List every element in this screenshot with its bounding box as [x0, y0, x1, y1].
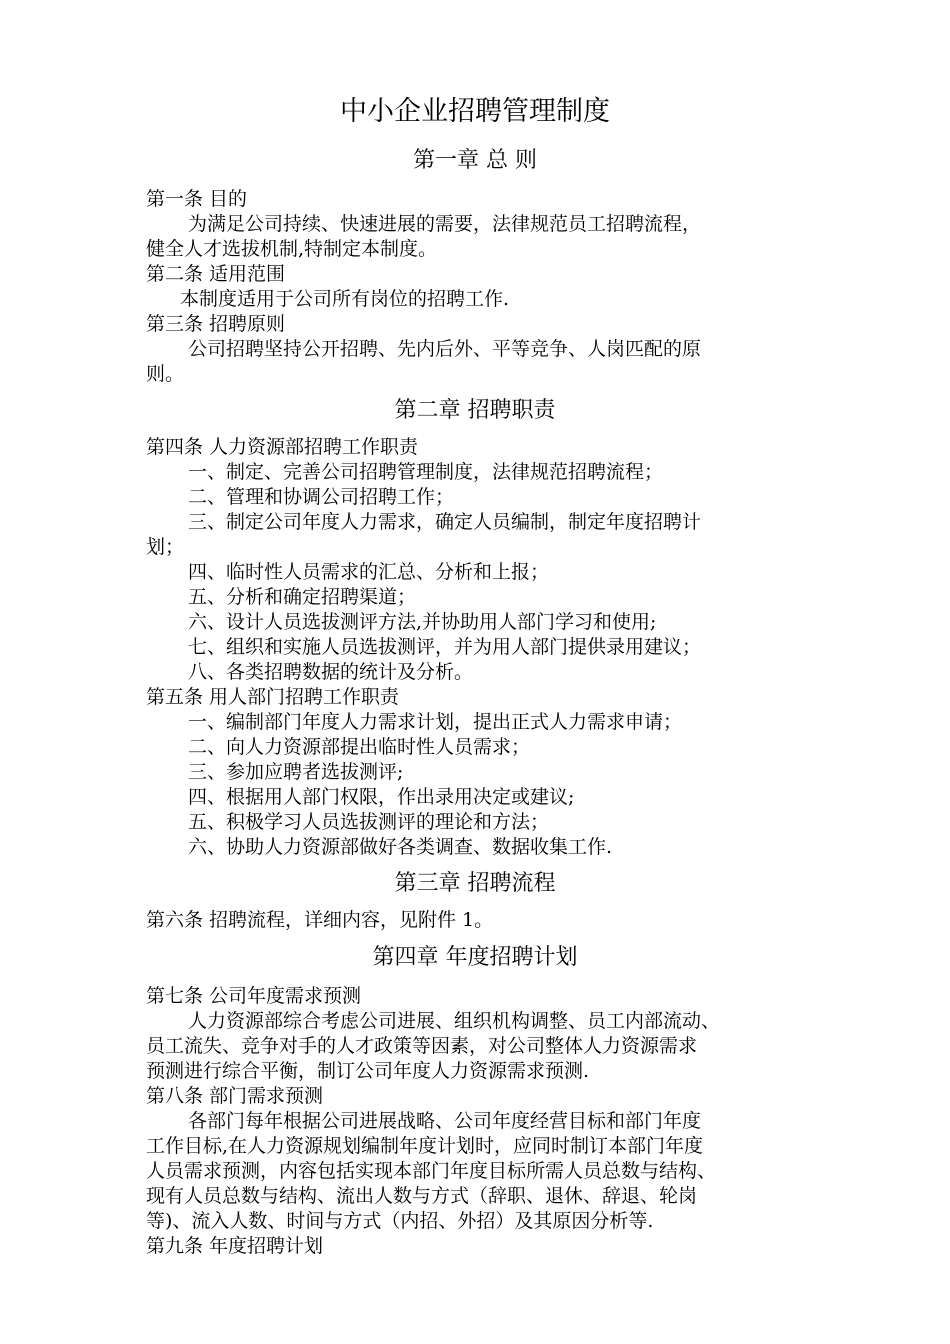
chapter-1-heading: 第一章 总 则	[413, 148, 537, 173]
chapter-3-heading: 第三章 招聘流程	[394, 871, 556, 896]
article-6-text: 第六条 招聘流程，详细内容，见附件 1。	[146, 909, 494, 931]
article-7-text: 预测进行综合平衡，制订公司年度人力资源需求预测.	[146, 1060, 590, 1082]
article-3-text: 公司招聘坚持公开招聘、先内后外、平等竞争、人岗匹配的原	[188, 338, 702, 360]
list-item: 一、编制部门年度人力需求计划，提出正式人力需求申请；	[188, 711, 683, 733]
document-title: 中小企业招聘管理制度	[340, 96, 610, 127]
chapter-2-heading: 第二章 招聘职责	[394, 398, 556, 423]
article-5-heading: 第五条 用人部门招聘工作职责	[146, 686, 400, 708]
article-2-heading: 第二条 适用范围	[146, 263, 286, 285]
article-7-heading: 第七条 公司年度需求预测	[146, 985, 362, 1007]
chapter-4-heading: 第四章 年度招聘计划	[372, 945, 578, 970]
article-1-heading: 第一条 目的	[146, 188, 248, 210]
list-item: 六、协助人力资源部做好各类调查、数据收集工作.	[188, 836, 613, 858]
list-item: 六、设计人员选拔测评方法,并协助用人部门学习和使用;	[188, 611, 657, 633]
article-3-heading: 第三条 招聘原则	[146, 313, 286, 335]
list-item: 四、根据用人部门权限，作出录用决定或建议;	[188, 786, 575, 808]
article-2-text: 本制度适用于公司所有岗位的招聘工作.	[180, 288, 510, 310]
article-8-text: 等)、流入人数、时间与方式（内招、外招）及其原因分析等.	[146, 1210, 654, 1232]
article-3-text: 则。	[146, 363, 185, 385]
list-item: 划；	[146, 536, 185, 558]
list-item: 三、制定公司年度人力需求，确定人员编制，制定年度招聘计	[188, 511, 702, 533]
list-item: 二、管理和协调公司招聘工作；	[188, 486, 455, 508]
list-item: 五、积极学习人员选拔测评的理论和方法；	[188, 811, 550, 833]
article-8-heading: 第八条 部门需求预测	[146, 1085, 324, 1107]
article-7-text: 人力资源部综合考虑公司进展、组织机构调整、员工内部流动、	[188, 1010, 721, 1032]
list-item: 八、各类招聘数据的统计及分析。	[188, 661, 474, 683]
list-item: 七、组织和实施人员选拔测评，并为用人部门提供录用建议；	[188, 636, 702, 658]
article-8-text: 现有人员总数与结构、流出人数与方式（辞职、退休、辞退、轮岗	[146, 1185, 698, 1207]
list-item: 二、向人力资源部提出临时性人员需求；	[188, 736, 531, 758]
article-4-heading: 第四条 人力资源部招聘工作职责	[146, 436, 419, 458]
article-8-text: 各部门每年根据公司进展战略、公司年度经营目标和部门年度	[188, 1110, 702, 1132]
article-8-text: 人员需求预测，内容包括实现本部门年度目标所需人员总数与结构、	[146, 1160, 717, 1182]
list-item: 三、参加应聘者选拔测评;	[188, 761, 404, 783]
article-7-text: 员工流失、竞争对手的人才政策等因素，对公司整体人力资源需求	[146, 1035, 698, 1057]
article-9-heading: 第九条 年度招聘计划	[146, 1235, 324, 1257]
list-item: 四、临时性人员需求的汇总、分析和上报；	[188, 561, 550, 583]
article-1-text: 为满足公司持续、快速进展的需要，法律规范员工招聘流程，	[188, 213, 702, 235]
article-8-text: 工作目标,在人力资源规划编制年度计划时，应同时制订本部门年度	[146, 1135, 704, 1157]
article-1-text: 健全人才选拔机制,特制定本制度。	[146, 238, 438, 260]
list-item: 一、制定、完善公司招聘管理制度，法律规范招聘流程；	[188, 461, 664, 483]
list-item: 五、分析和确定招聘渠道；	[188, 586, 417, 608]
